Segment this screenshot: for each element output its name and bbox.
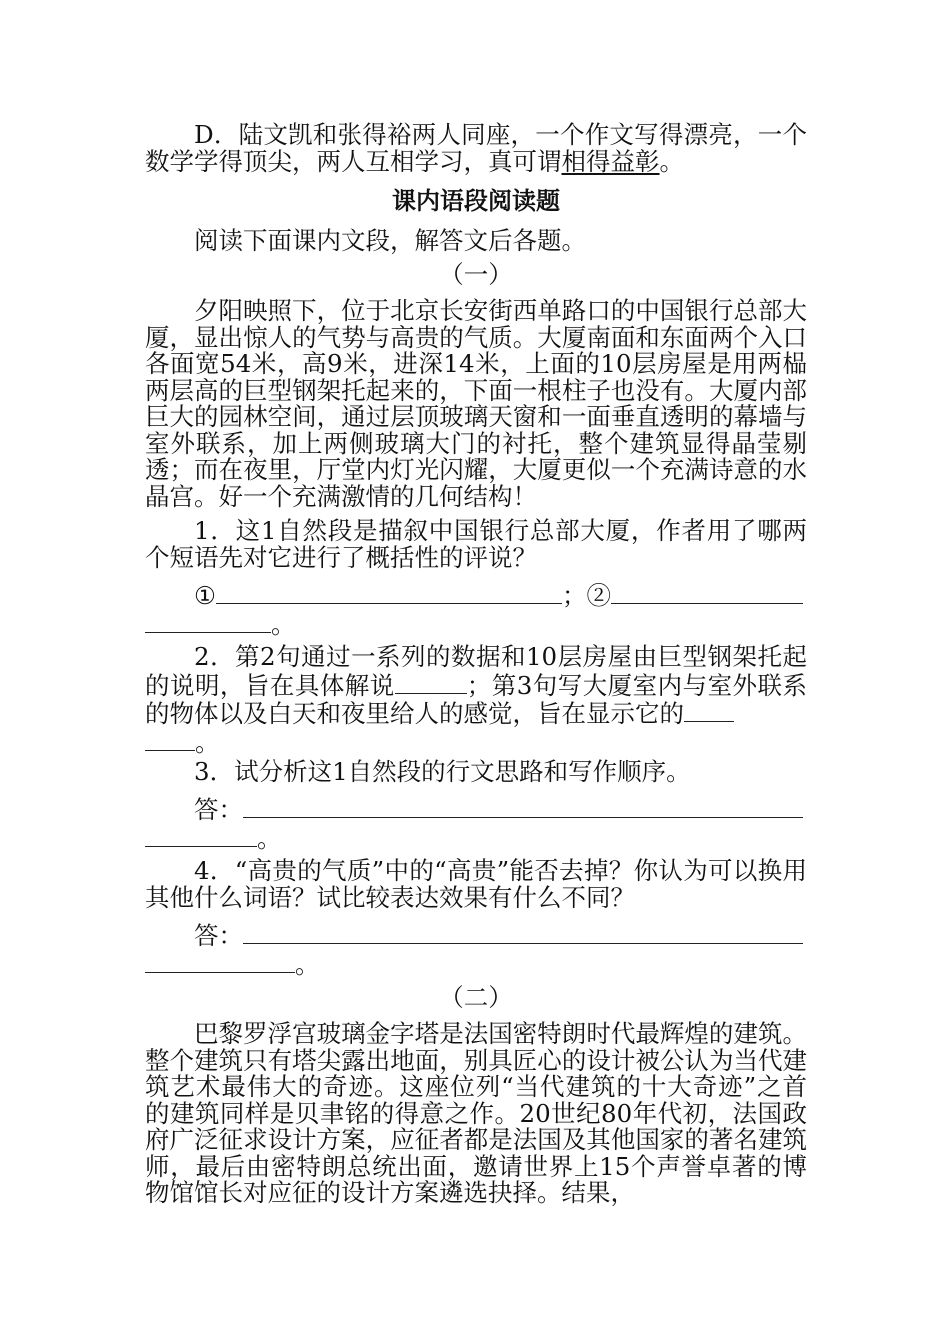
part2-label: （二） [439, 983, 513, 1012]
question-3-end: 。 [257, 823, 282, 853]
instruction: 阅读下面课内文段，解答文后各题。 [194, 226, 586, 255]
question-2 [145, 644, 807, 756]
option-d [145, 122, 807, 175]
answer-1-end: 。 [271, 609, 296, 639]
answer-label-3: 答： [194, 795, 243, 824]
answer-blank-6b[interactable] [145, 950, 295, 973]
answer-separator: ；② [561, 581, 611, 610]
question-2-part-a: 2．第2句通过一系列的数据和10层房屋由巨型钢架托起的说明，旨在具体解说 [145, 642, 807, 700]
section-title: 课内语段阅读题 [392, 186, 560, 215]
answer-blank-2b[interactable] [145, 610, 271, 633]
answer-blank-1[interactable] [216, 581, 562, 604]
question-4-answer [145, 921, 807, 978]
answer-blank-2a[interactable] [611, 581, 803, 604]
question-1-answer [145, 581, 807, 638]
answer-blank-4a[interactable] [684, 699, 734, 722]
part1-label: （一） [439, 260, 513, 289]
option-d-underlined: 相得益彰 [561, 146, 660, 176]
answer-blank-6a[interactable] [243, 921, 803, 944]
answer-blank-5a[interactable] [243, 795, 803, 818]
answer-blank-4b[interactable] [145, 728, 195, 751]
answer-blank-5b[interactable] [145, 824, 257, 847]
question-2-part-b: ；第3句写大厦室内与室外联系的物体以及白天和夜里给人的感觉，旨在显示它的 [145, 670, 808, 728]
question-2-end: 。 [195, 727, 220, 757]
part2-passage: 巴黎罗浮宫玻璃金字塔是法国密特朗时代最辉煌的建筑。整个建筑只有塔尖露出地面，别具匠心的设计被公认为当代建筑艺术最伟大的奇迹。这座位列“当代建筑的十大奇迹”之首的建筑同样是贝聿铭的得意之作。20世纪80年代初，法国政府广泛征求设计方案，应征者都是法国及其他国家的著名建筑师，最后由密特朗总统出面，邀请世界上15个声誉卓著的博物馆馆长对应征的设计方案遴选抉择。结果， [145, 1019, 807, 1207]
answer-blank-3[interactable] [395, 671, 467, 694]
question-4: 4．“高贵的气质”中的“高贵”能否去掉？你认为可以换用其他什么词语？试比较表达效果有什么不同？ [145, 856, 807, 912]
question-3: 3．试分析这1自然段的行文思路和写作顺序。 [194, 757, 691, 786]
option-d-text: D．陆文凯和张得裕两人同座，一个作文写得漂亮，一个数学学得顶尖，两人互相学习，真可谓 [145, 120, 807, 176]
part1-passage: 夕阳映照下，位于北京长安街西单路口的中国银行总部大厦，显出惊人的气势与高贵的气质。大厦南面和东面两个入口各面宽54米，高9米，进深14米，上面的10层房屋是用两榀两层高的巨型钢架托起来的，下面一根柱子也没有。大厦内部巨大的园林空间，通过层顶玻璃天窗和一面垂直透明的幕墙与室外联系，加上两侧玻璃大门的衬托，整个建筑显得晶莹剔透；而在夜里，厅堂内灯光闪耀，大厦更似一个充满诗意的水晶宫。好一个充满激情的几何结构！ [145, 296, 807, 511]
question-1: 1．这1自然段是描叙中国银行总部大厦，作者用了哪两个短语先对它进行了概括性的评说？ [145, 516, 807, 572]
question-4-end: 。 [295, 949, 320, 979]
question-3-answer [145, 795, 807, 852]
answer-label-4: 答： [194, 921, 243, 950]
option-d-end: 。 [659, 146, 684, 176]
answer-1-marker: ① [194, 581, 216, 610]
